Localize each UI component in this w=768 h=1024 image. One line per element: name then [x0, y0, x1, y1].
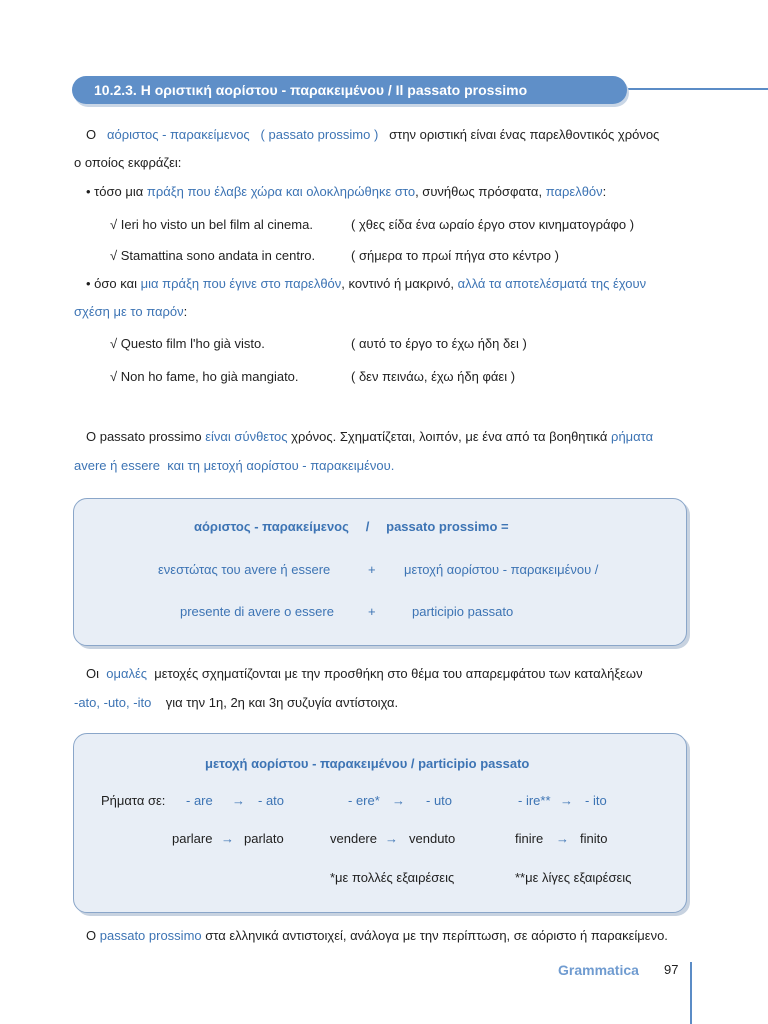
bullet-2-text-2: , κοντινό ή μακρινό,: [341, 276, 454, 291]
formula-plus-1: +: [368, 562, 376, 577]
arrow-icon: →: [560, 793, 573, 808]
section-title: 10.2.3. Η οριστική αορίστου - παρακειμένου / Il passato prossimo: [72, 76, 627, 104]
page-number: 97: [664, 962, 679, 977]
formula-title: [194, 519, 509, 535]
bullet-1: [86, 184, 606, 200]
example-venduto: venduto: [409, 831, 456, 846]
example-2-it: √ Stamattina sono andata in centro.: [110, 248, 316, 263]
formula-slash: /: [365, 519, 370, 534]
bullet-1-text-2: , συνήθως πρόσφατα,: [415, 184, 543, 199]
example-1-it: √ Ieri ho visto un bel film al cinema.: [110, 217, 313, 232]
formula-title-it: passato prossimo =: [386, 519, 509, 534]
formula-left-it: presente di avere o essere: [180, 604, 334, 619]
example-finito: finito: [580, 831, 608, 846]
example-finire: finire: [515, 831, 544, 846]
formula-title-gr: αόριστος - παρακείμενος: [194, 519, 349, 534]
para-2-line-1: [86, 429, 653, 445]
bullet-1-colon: :: [602, 184, 607, 199]
participle-title: μετοχή αορίστου - παρακειμένου / participio passato: [205, 756, 530, 771]
para-4: [86, 928, 668, 944]
para-2-text: Ο passato prossimo: [86, 429, 202, 444]
para-2-participle: και τη μετοχή αορίστου - παρακειμένου.: [167, 458, 395, 473]
para-4-text: Ο: [86, 928, 97, 943]
note-few-exceptions: **με λίγες εξαιρέσεις: [515, 870, 632, 885]
para-3-highlight: ομαλές: [106, 666, 148, 681]
bullet-2-highlight: μια πράξη που έγινε στο παρελθόν: [140, 276, 342, 291]
intro-text: στην οριστική είναι ένας παρελθοντικός χρόνος: [389, 127, 660, 142]
intro-word: Ο: [86, 127, 97, 142]
example-2-gr: ( σήμερα το πρωί πήγα στο κέντρο ): [351, 248, 559, 263]
bullet-1-highlight: πράξη που έλαβε χώρα και ολοκληρώθηκε στο: [146, 184, 416, 199]
example-3-it: √ Questo film l'ho già visto.: [110, 336, 265, 351]
para-3-text-3: για την 1η, 2η και 3η συζυγία αντίστοιχα.: [165, 695, 399, 710]
para-2-text-2: χρόνος. Σχηματίζεται, λοιπόν, με ένα από τα βοηθητικά: [291, 429, 608, 444]
para-4-highlight: passato prossimo: [99, 928, 202, 943]
intro-line-1: [86, 127, 659, 143]
bullet-2-cont: [74, 304, 187, 320]
example-4-it: √ Non ho fame, ho già mangiato.: [110, 369, 299, 384]
ending-ito: - ito: [585, 793, 607, 808]
example-3-gr: ( αυτό το έργο το έχω ήδη δει ): [351, 336, 527, 351]
para-3-line-2: [74, 695, 398, 711]
participle-lead: Ρήματα σε:: [101, 793, 166, 808]
example-1-gr: ( χθες είδα ένα ωραίο έργο στον κινηματογράφο ): [351, 217, 635, 232]
example-parlato: parlato: [244, 831, 284, 846]
bullet-2-highlight-2: αλλά τα αποτελέσματά της έχουν: [457, 276, 647, 291]
example-4-gr: ( δεν πεινάω, έχω ήδη φάει ): [351, 369, 516, 384]
para-2-highlight: είναι σύνθετος: [205, 429, 288, 444]
note-many-exceptions: *με πολλές εξαιρέσεις: [330, 870, 455, 885]
bullet-1-text: • τόσο μια: [86, 184, 144, 199]
arrow-icon: →: [556, 831, 569, 846]
arrow-icon: →: [385, 831, 398, 846]
ending-ato: - ato: [258, 793, 285, 808]
formula-right-it: participio passato: [412, 604, 514, 619]
footer-rule: [690, 962, 692, 1024]
para-4-text-2: στα ελληνικά αντιστοιχεί, ανάλογα με την περίπτωση, σε αόριστο ή παρακείμενο.: [205, 928, 668, 943]
arrow-icon: →: [221, 831, 234, 846]
bullet-2-colon: :: [183, 304, 188, 319]
ending-ire: - ire**: [518, 793, 551, 808]
footer-label: Grammatica: [558, 962, 639, 978]
bullet-1-highlight-2: παρελθόν: [545, 184, 603, 199]
para-2-line-2: [74, 458, 394, 474]
ending-ere: - ere*: [348, 793, 380, 808]
para-2-aux-verbs: avere ή essere: [74, 458, 160, 473]
example-vendere: vendere: [330, 831, 377, 846]
intro-term-gr: αόριστος - παρακείμενος: [106, 127, 250, 142]
para-3-line-1: [86, 666, 643, 682]
intro-term-it: ( passato prossimo ): [260, 127, 379, 142]
arrow-icon: →: [392, 793, 405, 808]
formula-left-gr: ενεστώτας του avere ή essere: [158, 562, 331, 577]
formula-plus-2: +: [368, 604, 376, 619]
example-parlare: parlare: [172, 831, 213, 846]
bullet-2-text: • όσο και: [86, 276, 138, 291]
ending-are: - are: [186, 793, 213, 808]
intro-line-2: ο οποίος εκφράζει:: [74, 155, 182, 170]
para-2-highlight-2: ρήματα: [611, 429, 654, 444]
formula-right-gr: μετοχή αορίστου - παρακειμένου /: [404, 562, 599, 577]
para-3-endings: -ato, -uto, -ito: [74, 695, 152, 710]
bullet-2: [86, 276, 646, 292]
para-3-text: Οι: [86, 666, 99, 681]
para-3-text-2: μετοχές σχηματίζονται με την προσθήκη στο θέμα του απαρεμφάτου των καταλήξεων: [154, 666, 643, 681]
arrow-icon: →: [232, 793, 245, 808]
ending-uto: - uto: [426, 793, 453, 808]
bullet-2-highlight-3: σχέση με το παρόν: [74, 304, 184, 319]
